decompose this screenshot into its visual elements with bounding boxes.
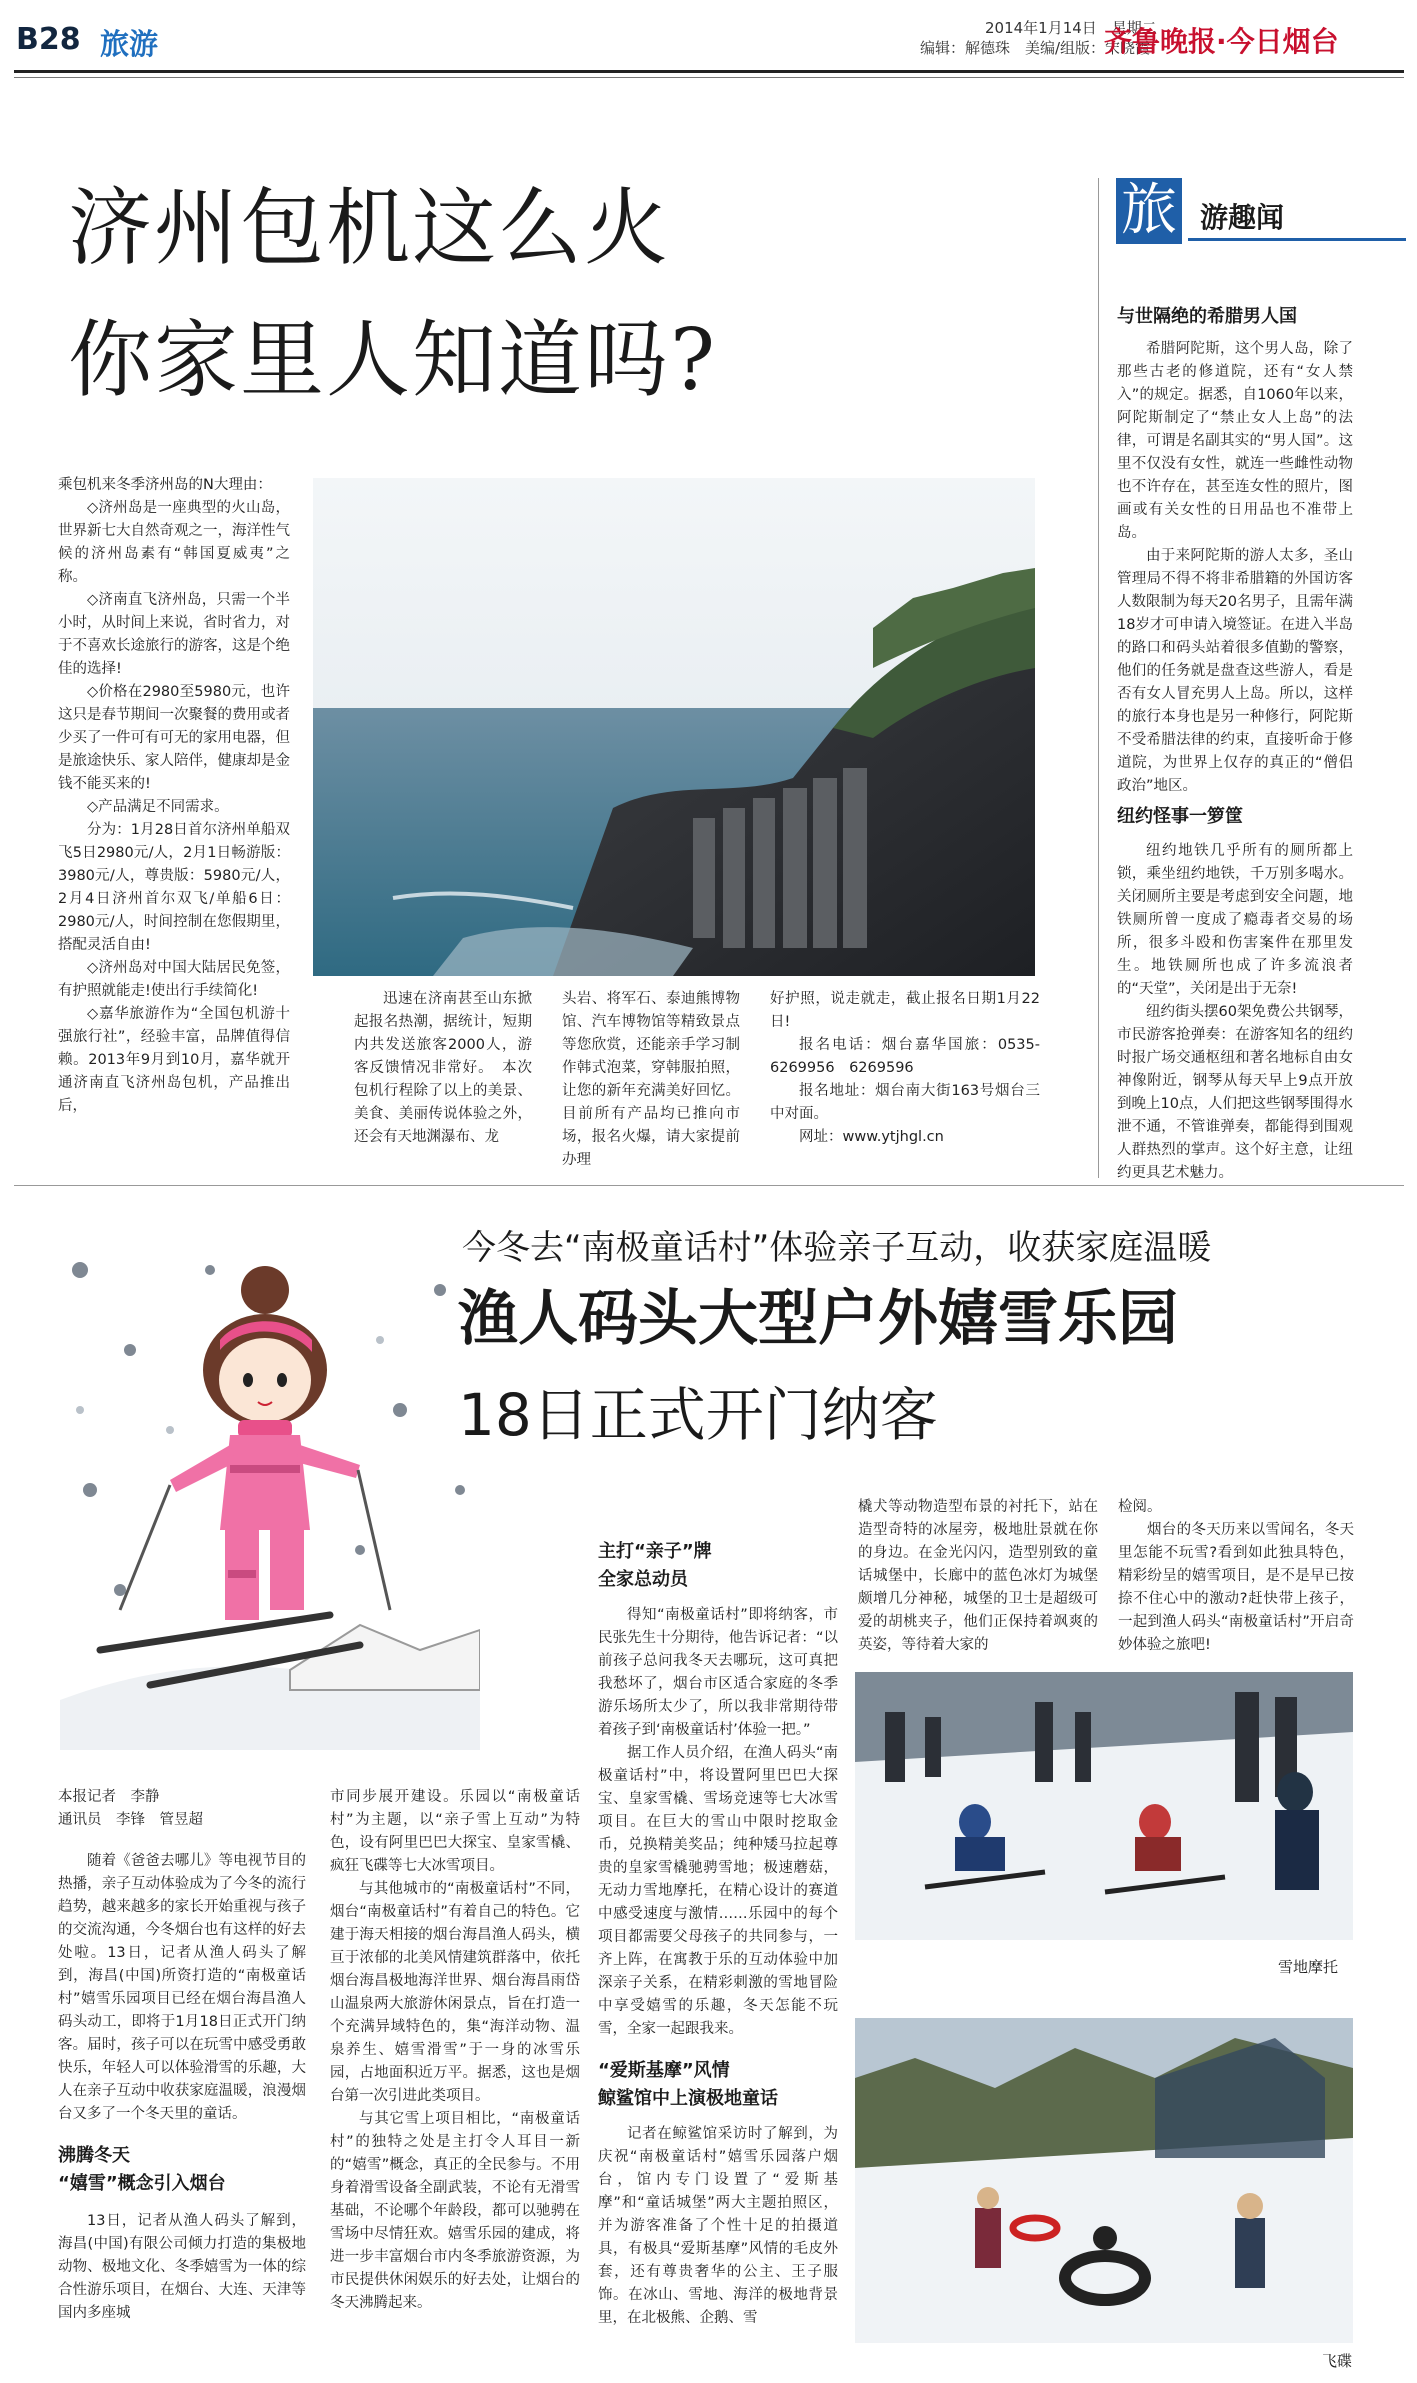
byline-correspondents: 通讯员 李锋 管昱超 xyxy=(58,1812,203,1828)
paragraph: ◇济州岛是一座典型的火山岛，世界新七大自然奇观之一，海洋性气候的济州岛素有“韩国夏威夷”之称。 xyxy=(58,500,290,585)
paragraph: 据工作人员介绍，在渔人码头“南极童话村”中，将设置阿里巴巴大探宝、皇家雪橇、雪场竞速等七大冰雪项目。在巨大的雪山中限时挖取金币，兑换精美奖品；纯种矮马拉起尊贵的皇家雪橇驰骋雪地；极速蘑菇，无动力雪地摩托，在精心设计的赛道中感受速度与激情……乐园中的每个项目都需要父母孩子的共同参与，一齐上阵，在寓教于乐的互动体验中加深亲子关系，在精彩刺激的雪地冒险中享受嬉雪的乐趣，冬天怎能不玩雪，全家一起跟我来。 xyxy=(598,1745,838,2037)
skiing-girl-image xyxy=(60,1230,480,1750)
paragraph: 希腊阿陀斯，这个男人岛，除了那些古老的修道院，还有“女人禁入”的规定。据悉，自1060年以来，阿陀斯制定了“禁止女人上岛”的法律，可谓是名副其实的“男人国”。这里不仅没有女性，就连一些雌性动物也不许存在，甚至连女性的照片，图画或有关女性的日用品也不准带上岛。 xyxy=(1117,341,1353,541)
paragraph: ◇嘉华旅游作为“全国包机游十强旅行社”，经验丰富，品牌值得信赖。2013年9月到10月，嘉华就开通济南直飞济州岛包机，产品推出后， xyxy=(58,1006,290,1114)
article2-column-1 xyxy=(58,1786,306,2325)
paragraph: 纽约街头摆60架免费公共钢琴，市民游客抢弹奏：在游客知名的纽约时报广场交通枢纽和著名地标自由女神像附近，钢琴从每天早上9点开放到晚上10点，人们把这些钢琴围得水泄不通，不管谁弹奏，都能得到围观人群热烈的掌声。这个好主意，让纽约更具艺术魅力。 xyxy=(1117,1004,1353,1181)
photo-caption-snow-scooter: 雪地摩托 xyxy=(1278,1958,1339,1976)
contact-website: 网址：www.ytjhgl.cn xyxy=(799,1129,944,1145)
article2-subhead-2a: 主打“亲子”牌 xyxy=(598,1541,712,1562)
paragraph: 记者在鲸鲨馆采访时了解到，为庆祝“南极童话村”嬉雪乐园落户烟台，馆内专门设置了“爱斯基摩”和“童话城堡”两大主题拍照区，并为游客准备了个性十足的拍摄道具，有极具“爱斯基摩”风情的毛皮外套，还有尊贵奢华的公主、王子服饰。在冰山、雪地、海洋的极地背景里，在北极熊、企鹅、雪 xyxy=(598,2126,838,2326)
article2-subhead-2b: 全家总动员 xyxy=(598,1569,688,1590)
paragraph: 由于来阿陀斯的游人太多，圣山管理局不得不将非希腊籍的外国访客人数限制为每天20名男子，且需年满18岁才可申请入境签证。在进入半岛的路口和码头站着很多值勤的警察，他们的任务就是盘查这些游人，看是否有女人冒充男人上岛。所以，这样的旅行本身也是另一种修行，阿陀斯不受希腊法律的约束，直接听命于修道院，为世界上仅存的真正的“僧侣政治”地区。 xyxy=(1117,548,1353,794)
paragraph: 得知“南极童话村”即将纳客，市民张先生十分期待，他告诉记者：“以前孩子总问我冬天去哪玩，这可真把我愁坏了，烟台市区适合家庭的冬季游乐场所太少了，所以我非常期待带着孩子到‘南极童话村’体验一把。” xyxy=(598,1607,838,1738)
photo-jeju-coast-image xyxy=(313,478,1035,976)
article2-headline-line-2: 18日正式开门纳客 xyxy=(458,1381,938,1449)
sidebar-story-1-title: 与世隔绝的希腊男人国 xyxy=(1117,306,1297,327)
paragraph: 好护照，说走就走，截止报名日期1月22日! xyxy=(770,991,1040,1030)
article2-subhead-3a: “爱斯基摩”风情 xyxy=(598,2060,730,2081)
article2-column-2 xyxy=(330,1786,580,2315)
sidebar-tag-text: 游趣闻 xyxy=(1200,201,1285,234)
paragraph: ◇济南直飞济州岛，只需一个半小时，从时间上来说，省时省力，对于不喜欢长途旅行的游客，这是个绝佳的选择! xyxy=(58,592,290,677)
article1-column-2 xyxy=(354,988,532,1149)
paragraph: 头岩、将军石、泰迪熊博物馆、汽车博物馆等精致景点等您欣赏，还能亲手学习制作韩式泡菜，穿韩服拍照，让您的新年充满美好回忆。目前所有产品均已推向市场，报名火爆，请大家提前办理 xyxy=(562,991,740,1168)
newspaper-brand: 齐鲁晚报·今日烟台 xyxy=(1104,25,1339,58)
article2-subhead: 今冬去“南极童话村”体验亲子互动，收获家庭温暖 xyxy=(462,1228,1212,1268)
paragraph: 13日，记者从渔人码头了解到，海昌(中国)有限公司倾力打造的集极地动物、极地文化、冬季嬉雪为一体的综合性游乐项目，在烟台、大连、天津等国内多座城 xyxy=(58,2213,306,2321)
illustration-skiing-girl xyxy=(60,1230,480,1750)
article2-column-3 xyxy=(598,1538,838,2330)
article2-column-4 xyxy=(858,1496,1098,1657)
photo-snow-tube-image xyxy=(855,2018,1353,2343)
article1-column-3 xyxy=(562,988,740,1172)
article2-subhead-1b: “嬉雪”概念引入烟台 xyxy=(58,2173,226,2194)
sidebar-story-2 xyxy=(1117,840,1353,1185)
section-divider xyxy=(14,1185,1404,1186)
article1-column-1 xyxy=(58,474,290,1118)
paragraph: 纽约地铁几乎所有的厕所都上锁，乘坐纽约地铁，千万别多喝水。关闭厕所主要是考虑到安全问题，地铁厕所曾一度成了瘾毒者交易的场所，很多斗殴和伤害案件在那里发生。地铁厕所也成了许多流浪者的“天堂”，关闭是出于无奈! xyxy=(1117,843,1353,997)
paragraph: 随着《爸爸去哪儿》等电视节目的热播，亲子互动体验成为了今冬的流行趋势，越来越多的家长开始重视与孩子的交流沟通，今冬烟台也有这样的好去处啦。13日，记者从渔人码头了解到，海昌(中国)所资打造的“南极童话村”嬉雪乐园项目已经在烟台海昌渔人码头动工，即将于1月18日正式开门纳客。届时，孩子可以在玩雪中感受勇敢快乐，年轻人可以体验滑雪的乐趣，大人在亲子互动中收获家庭温暖，浪漫烟台又多了一个冬天里的童话。 xyxy=(58,1853,306,2122)
paragraph: 烟台的冬天历来以雪闻名，冬天里怎能不玩雪?看到如此独具特色，精彩纷呈的嬉雪项目，是不是早已按捺不住心中的激动?赶快带上孩子，一起到渔人码头“南极童话村”开启奇妙体验之旅吧! xyxy=(1118,1522,1354,1653)
headline-line-1: 济州包机这么火 xyxy=(68,179,671,277)
paragraph: 乘包机来冬季济州岛的N大理由： xyxy=(58,477,272,493)
headline-line-2: 你家里人知道吗? xyxy=(68,311,718,409)
editor-credits: 编辑：解德珠 美编/组版：宋晓霞 xyxy=(920,39,1151,57)
sidebar-story-2-title: 纽约怪事一箩筐 xyxy=(1117,806,1243,827)
paragraph: 与其他城市的“南极童话村”不同，烟台“南极童话村”有着自己的特色。它建于海天相接的烟台海昌渔人码头，横亘于浓郁的北美风情建筑群落中，依托烟台海昌极地海洋世界、烟台海昌雨岱山温泉两大旅游休闲景点，旨在打造一个充满异域特色的，集“海洋动物、温泉养生、嬉雪滑雪”于一身的冰雪乐园，占地面积近万平。据悉，这也是烟台第一次引进此类项目。 xyxy=(330,1881,580,2104)
paragraph: 橇犬等动物造型布景的衬托下，站在造型奇特的冰屋旁，极地肚景就在你的身边。在金光闪闪，造型别致的童话城堡中，长廊中的蓝色冰灯为城堡颇增几分神秘，城堡的卫士是超级可爱的胡桃夹子，他们正保持着飒爽的英姿，等待着大家的 xyxy=(858,1499,1098,1653)
paragraph: ◇济州岛对中国大陆居民免签，有护照就能走!使出行手续简化! xyxy=(58,960,290,999)
photo-snow-scooter-image xyxy=(855,1672,1353,1940)
sidebar-story-1 xyxy=(1117,338,1353,798)
article1-column-4 xyxy=(770,988,1040,1149)
paragraph: 迅速在济南甚至山东掀起报名热潮，据统计，短期内共发送旅客2000人，游客反馈情况非常好。 本次包机行程除了以上的美景、美食、美丽传说体验之外，还会有天地渊瀑布、龙 xyxy=(354,991,532,1145)
paragraph: ◇价格在2980至5980元，也许这只是春节期间一次聚餐的费用或者少买了一件可有可无的家用电器，但是旅途快乐、家人陪伴，健康却是金钱不能买来的! xyxy=(58,684,290,792)
paragraph: 分为：1月28日首尔济州单船双飞5日2980元/人，2月1日畅游版：3980元/人，尊贵版：5980元/人，2月4日济州首尔双飞/单船6日：2980元/人，时间控制在您假期里，搭配灵活自由! xyxy=(58,822,290,953)
header-rule xyxy=(14,70,1404,73)
contact-address: 报名地址：烟台南大街163号烟台三中对面。 xyxy=(770,1083,1040,1122)
paragraph: 与其它雪上项目相比，“南极童话村”的独特之处是主打令人耳目一新的“嬉雪”概念，真正的全民参与。不用身着滑雪设备全副武装，不论有无滑雪基础，不论哪个年龄段，都可以驰骋在雪场中尽情狂欢。嬉雪乐园的建成，将进一步丰富烟台市内冬季旅游资源，为市民提供休闲娱乐的好去处，让烟台的冬天沸腾起来。 xyxy=(330,2111,580,2311)
sidebar-divider xyxy=(1098,178,1099,1178)
sidebar-accent-bar xyxy=(1188,238,1406,241)
paragraph: ◇产品满足不同需求。 xyxy=(87,799,229,815)
paragraph: 市同步展开建设。乐园以“南极童话村”为主题，以“亲子雪上互动”为特色，设有阿里巴巴大探宝、皇家雪橇、疯狂飞碟等七大冰雪项目。 xyxy=(330,1789,580,1874)
photo-jeju-coast xyxy=(313,478,1035,976)
photo-caption-snow-tube: 飞碟 xyxy=(1322,2352,1353,2370)
sidebar-tag: 旅 xyxy=(1116,178,1182,244)
photo-snow-scooter xyxy=(855,1672,1353,1940)
page-number: B28 xyxy=(16,22,81,57)
photo-snow-tube xyxy=(855,2018,1353,2343)
contact-phone: 报名电话：烟台嘉华国旅：0535-6269956 6269596 xyxy=(770,1037,1040,1076)
section-name: 旅游 xyxy=(100,27,159,61)
header-rule-thin xyxy=(14,77,1404,78)
paragraph: 检阅。 xyxy=(1118,1499,1162,1515)
article2-column-5 xyxy=(1118,1496,1354,1657)
article2-headline-line-1: 渔人码头大型户外嬉雪乐园 xyxy=(458,1284,1178,1354)
article2-subhead-1a: 沸腾冬天 xyxy=(58,2145,130,2166)
article2-subhead-3b: 鲸鲨馆中上演极地童话 xyxy=(598,2088,778,2109)
issue-date: 2014年1月14日 星期二 xyxy=(985,19,1157,37)
byline-reporter: 本报记者 李静 xyxy=(58,1789,160,1805)
